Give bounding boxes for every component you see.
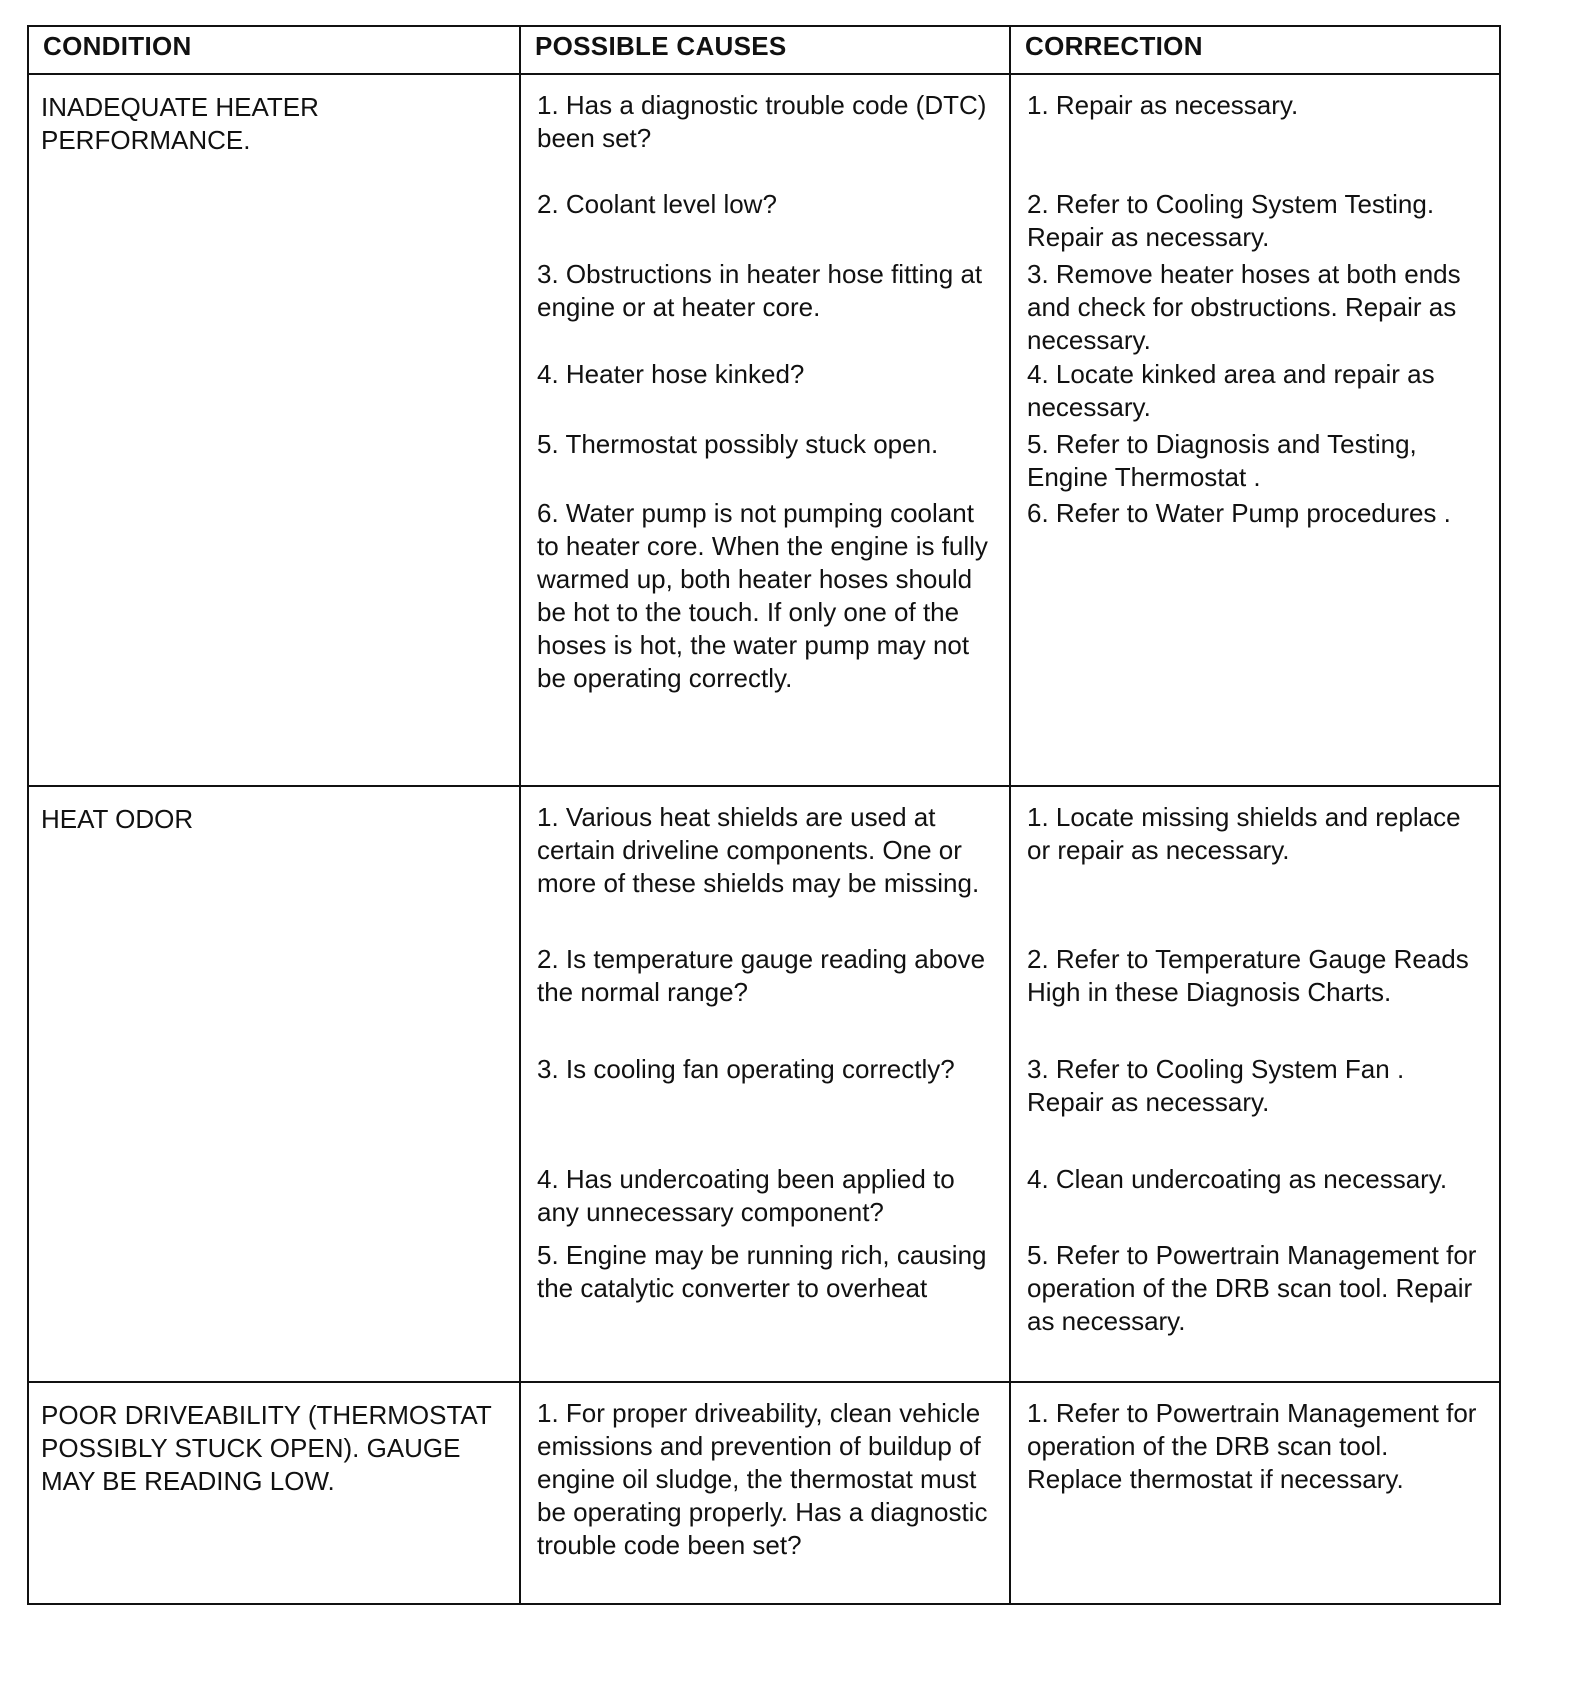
cause-item: 4. Has undercoating been applied to any unnecessary component? [537,1164,955,1227]
cause-item: 6. Water pump is not pumping coolant to heater core. When the engine is fully warmed up, both heater hoses should be hot to the touch. If only one of the hoses is hot, the water pump may not be operating correctly. [537,498,988,693]
cause-item: 1. For proper driveability, clean vehicle emissions and prevention of buildup of engine oil sludge, the thermostat must be operating properly. Has a diagnostic trouble code been set? [537,1398,988,1560]
diagnosis-chart [27,25,1499,1605]
cause-item: 3. Obstructions in heater hose fitting at engine or at heater core. [537,259,983,322]
correction-cell [1010,1382,1500,1604]
cause-item: 1. Has a diagnostic trouble code (DTC) been set? [537,90,987,153]
header-row [28,26,1500,74]
condition-text: POOR DRIVEABILITY (THERMOSTAT POSSIBLY STUCK OPEN). GAUGE MAY BE READING LOW. [41,1400,492,1496]
table-row [28,74,1500,786]
correction-item: 1. Repair as necessary. [1027,90,1299,120]
correction-item: 5. Refer to Powertrain Management for operation of the DRB scan tool. Repair as necessary. [1027,1240,1477,1336]
condition-header: CONDITION [28,26,520,74]
cause-item: 2. Is temperature gauge reading above the normal range? [537,944,986,1007]
condition-cell [28,786,520,1382]
cause-item: 5. Thermostat possibly stuck open. [537,429,939,459]
correction-item: 6. Refer to Water Pump procedures . [1027,498,1451,528]
condition-cell [28,1382,520,1604]
correction-item: 5. Refer to Diagnosis and Testing, Engine Thermostat . [1027,429,1417,492]
correction-item: 1. Locate missing shields and replace or repair as necessary. [1027,802,1461,865]
correction-item: 4. Clean undercoating as necessary. [1027,1164,1448,1194]
correction-item: 2. Refer to Temperature Gauge Reads High in these Diagnosis Charts. [1027,944,1469,1007]
table-row [28,1382,1500,1604]
correction-item: 4. Locate kinked area and repair as necessary. [1027,359,1435,422]
cause-item: 1. Various heat shields are used at certain driveline components. One or more of these shields may be missing. [537,802,980,898]
correction-header: CORRECTION [1010,26,1500,74]
correction-item: 2. Refer to Cooling System Testing. Repair as necessary. [1027,189,1435,252]
cause-item: 2. Coolant level low? [537,189,777,219]
correction-item: 3. Refer to Cooling System Fan . Repair as necessary. [1027,1054,1405,1117]
causes-cell [520,786,1010,1382]
correction-cell [1010,786,1500,1382]
correction-item: 1. Refer to Powertrain Management for operation of the DRB scan tool. Replace thermostat if necessary. [1027,1398,1477,1494]
cause-item: 5. Engine may be running rich, causing the catalytic converter to overheat [537,1240,987,1303]
correction-cell [1010,74,1500,786]
cause-item: 3. Is cooling fan operating correctly? [537,1054,955,1084]
correction-item: 3. Remove heater hoses at both ends and check for obstructions. Repair as necessary. [1027,259,1461,355]
causes-cell [520,1382,1010,1604]
possible-causes-header: POSSIBLE CAUSES [520,26,1010,74]
cause-item: 4. Heater hose kinked? [537,359,805,389]
causes-cell [520,74,1010,786]
condition-text: INADEQUATE HEATER PERFORMANCE. [41,92,319,155]
condition-text: HEAT ODOR [41,804,194,834]
diagnosis-table [27,25,1501,1605]
condition-cell [28,74,520,786]
table-row [28,786,1500,1382]
